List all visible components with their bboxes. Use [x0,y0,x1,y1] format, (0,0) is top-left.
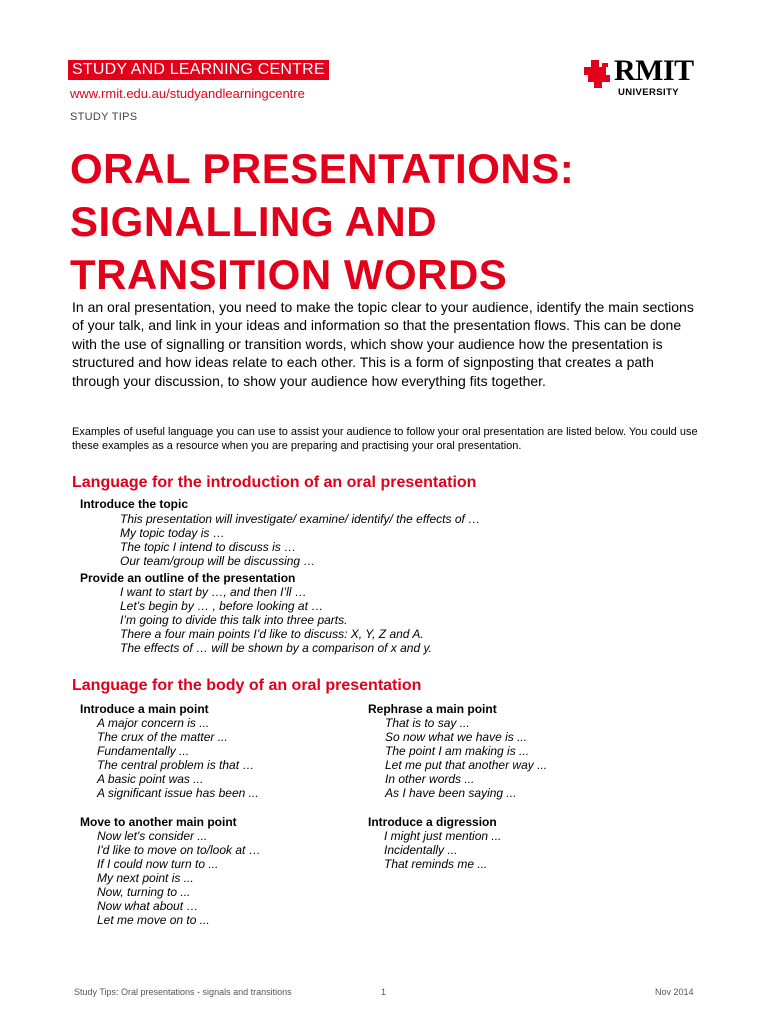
list-item: The crux of the matter ... [97,730,228,744]
list-item: My next point is ... [97,871,194,885]
list-item: That is to say ... [385,716,470,730]
list-item: The central problem is that … [97,758,255,772]
title-line-3: TRANSITION WORDS [70,251,508,298]
group-title: Move to another main point [80,815,237,829]
study-centre-banner: STUDY AND LEARNING CENTRE [68,60,329,80]
list-item: My topic today is … [120,526,225,540]
list-item: As I have been saying ... [385,786,517,800]
group-title: Introduce a main point [80,702,209,716]
list-item: A significant issue has been ... [97,786,259,800]
rmit-pixel-icon [584,60,614,90]
logo-subtitle: UNIVERSITY [618,87,680,98]
list-item: That reminds me ... [384,857,488,871]
list-item: I’m going to divide this talk into three parts. [120,613,348,627]
list-item: Incidentally ... [384,843,458,857]
list-item: The effects of … will be shown by a comparison of x and y. [120,641,432,655]
phrase-list [97,829,261,927]
list-item: Fundamentally ... [97,744,190,758]
phrase-list [385,716,547,800]
list-item: So now what we have is ... [385,730,528,744]
logo-wordmark: RMIT [614,54,694,87]
section-label: STUDY TIPS [70,111,138,123]
rmit-logo [584,54,704,102]
group-title: Introduce the topic [80,497,188,511]
list-item: I might just mention ... [384,829,502,843]
list-item: I'd like to move on to/look at … [97,843,261,857]
footer-page-number: 1 [381,987,387,997]
list-item: Now what about … [97,899,199,913]
list-item: I want to start by …, and then I’ll … [120,585,307,599]
body-heading: Language for the body of an oral presentation [72,677,422,694]
phrase-list [97,716,259,800]
list-item: The topic I intend to discuss is … [120,540,297,554]
list-item: This presentation will investigate/ examine/ identify/ the effects of … [120,512,481,526]
phrase-list [120,585,432,655]
intro-paragraph: In an oral presentation, you need to make the topic clear to your audience, identify the main sections of your talk, and link in your ideas and information so that the presentation flows. This can be done with the use of signalling or transition words, which show your audience how the presentation is structured and how ideas relate to each other. This is a form of signposting that creates a path through your discussion, to show your audience how everything fits together. [72,299,694,389]
group-title: Rephrase a main point [368,702,497,716]
list-item: Our team/group will be discussing … [120,554,316,568]
list-item: Let me put that another way ... [385,758,548,772]
page-title [70,142,710,301]
list-item: There a four main points I’d like to discuss: X, Y, Z and A. [120,627,424,641]
footer-date: Nov 2014 [655,987,694,997]
list-item: In other words ... [385,772,475,786]
footer-doc-title: Study Tips: Oral presentations - signals and transitions [74,987,292,997]
examples-note: Examples of useful language you can use to assist your audience to follow your oral presentation are listed below. You could use these examples as a resource when you are preparing and practising your oral presentation. [72,426,698,452]
list-item: Let me move on to ... [97,913,210,927]
list-item: If I could now turn to ... [97,857,219,871]
phrase-list [120,512,480,568]
list-item: Now let's consider ... [97,829,208,843]
list-item: Let’s begin by … , before looking at … [120,599,324,613]
title-line-2: SIGNALLING AND [70,198,438,245]
list-item: A basic point was ... [97,772,204,786]
list-item: A major concern is ... [97,716,210,730]
group-title: Introduce a digression [368,815,497,829]
group-title: Provide an outline of the presentation [80,571,296,585]
list-item: Now, turning to ... [97,885,191,899]
list-item: The point I am making is ... [385,744,530,758]
centre-url-link[interactable]: www.rmit.edu.au/studyandlearningcentre [70,86,305,101]
title-line-1: ORAL PRESENTATIONS: [70,145,575,192]
phrase-list [384,829,501,871]
introduction-heading: Language for the introduction of an oral presentation [72,474,477,491]
